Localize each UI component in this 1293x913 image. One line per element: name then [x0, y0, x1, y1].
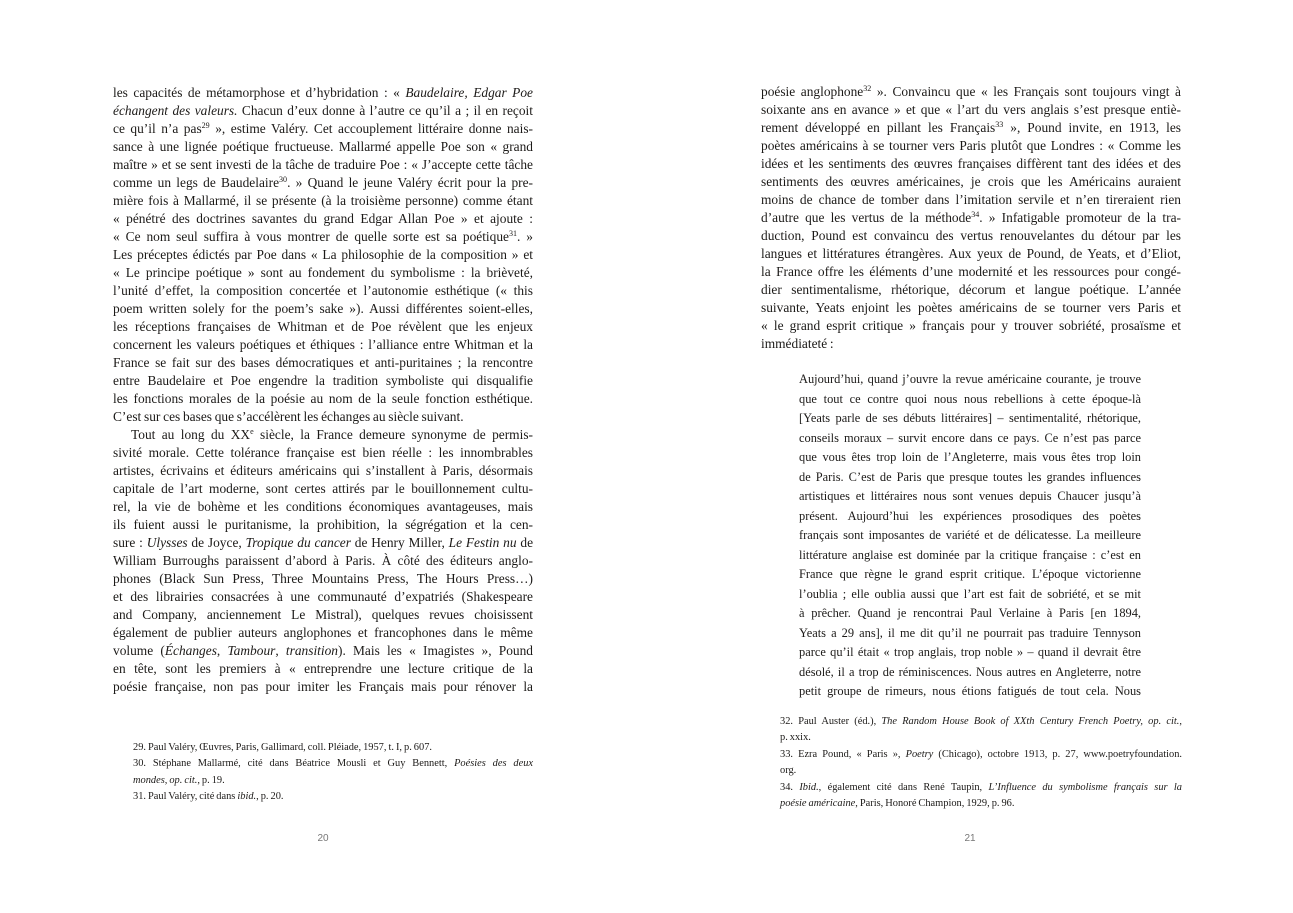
text-run: entre Baudelaire et Poe engendre la tradition symboliste qui disqualifie: [113, 373, 533, 388]
text-run: poésie anglophone: [761, 84, 864, 99]
italic-text: L’Influence du symbolisme français sur la: [988, 781, 1182, 793]
text-line: [780, 796, 1182, 812]
text-run: poètes américains à se tourner vers Paris plutôt que Londres : « Comme les: [761, 138, 1181, 153]
italic-text: Tropique du cancer: [245, 535, 351, 550]
text-run: présent. Aujourd’hui les expériences prosodiques des poètes: [799, 508, 1141, 523]
text-run: capitale de l’art moderne, sont certes attirés par le bouillonnement cultu-: [113, 481, 533, 496]
text-run: français sont imposantes de variété et de délicatesse. La meilleure: [799, 528, 1141, 542]
text-line: [780, 747, 1182, 763]
footnotes: [780, 714, 1182, 812]
text-line: [113, 228, 533, 246]
text-line: [113, 120, 533, 138]
text-run: duction, Pound est convaincu des vertus renouvelantes du détour par les: [761, 228, 1181, 243]
text-run: comme un legs de Baudelaire: [113, 175, 280, 190]
text-run: ,: [216, 643, 228, 658]
footnote: [133, 756, 533, 789]
text-line: [780, 714, 1182, 730]
footnote-ref: 33: [995, 120, 1004, 130]
text-run: de: [516, 535, 534, 550]
text-run: les fonctions morales de la poésie au nom de la seule fonction esthétique.: [113, 391, 533, 406]
text-line: [780, 780, 1182, 796]
text-run: l’oublia ; elle oublia aussi que l’art est fait de sobriété, et se mit: [799, 586, 1141, 601]
text-line: [761, 227, 1181, 245]
text-line: [761, 317, 1181, 335]
text-run: que tout ce contre quoi nous nous rebellions à cette époque-là: [799, 391, 1141, 406]
text-run: à prêcher. Quand je rencontrai Paul Verlaine à Paris [en 1894,: [799, 606, 1141, 620]
italic-text: mondes, op. cit.: [133, 774, 198, 786]
text-run: sance à une lignée poétique fructueuse. Mallarmé appelle Poe son « grand: [113, 139, 533, 154]
text-run: siècle, la France demeure synonyme de permis-: [253, 427, 533, 442]
text-run: . »: [517, 229, 533, 244]
text-run: soixante ans en avance » et que « l’art du vers anglais s’est presque entiè-: [761, 102, 1181, 117]
text-line: [780, 763, 1182, 779]
footnote-ref: 32: [863, 84, 872, 94]
text-line: [113, 408, 533, 426]
text-run: idées et les sentiments des œuvres françaises diffèrent tant des idées et des: [761, 156, 1181, 171]
text-line: [113, 84, 533, 102]
text-line: [761, 173, 1181, 191]
text-line: [799, 409, 1141, 429]
text-run: 32. Paul Auster (éd.),: [780, 716, 882, 727]
text-run: de Henry Miller,: [350, 535, 449, 550]
text-run: sentiments des œuvres américaines, je crois que les Américains auraient: [761, 174, 1181, 189]
text-run: , p. 20.: [256, 791, 284, 803]
text-run: Yeats a 29 ans], il me dit qu’il ne pourrait pas traduire Tennyson: [799, 625, 1141, 640]
text-run: rement développé en pillant les Français: [761, 120, 996, 135]
text-run: en tête, sont les premiers à « entreprendre une lecture critique de la: [113, 661, 533, 676]
text-line: [799, 448, 1141, 468]
text-line: [133, 773, 533, 789]
text-run: ,: [275, 643, 286, 658]
text-run: , Paris, Honoré Champion, 1929, p. 96.: [855, 797, 1015, 809]
text-line: [113, 246, 533, 264]
block-quote: [799, 370, 1141, 702]
paragraph: [761, 83, 1181, 353]
italic-text: Baudelaire, Edgar Poe: [405, 85, 533, 100]
text-line: [113, 516, 533, 534]
text-line: [113, 390, 533, 408]
text-line: [113, 282, 533, 300]
footnote-ref: 31: [508, 229, 518, 239]
text-run: et des librairies consacrées à une communauté d’expatriés (Shakespeare: [113, 589, 533, 604]
text-run: p. xxix.: [780, 732, 811, 744]
text-run: and Company, anciennement Le Mistral), quelques revues choisissent: [113, 607, 533, 622]
text-run: dier sentimentalisme, rhétorique, décorum et langue poétique. L’année: [761, 282, 1181, 297]
text-line: [113, 624, 533, 642]
text-run: », estime Valéry. Cet accouplement littéraire donne nais-: [209, 121, 533, 136]
text-run: d’autre que les vertus de la méthode: [761, 210, 972, 225]
text-run: rel, la vie de bohème et les conditions économiques avantageuses, mais: [113, 499, 533, 514]
body-text: [113, 84, 533, 696]
text-line: [113, 678, 533, 696]
text-run: la France offre les éléments d’une modernité et les ressources pour congé-: [761, 264, 1181, 279]
text-line: [761, 281, 1181, 299]
text-run: Les préceptes édictés par Poe dans « La philosophie de la composition » et: [113, 247, 533, 262]
footnote-ref: 29: [201, 121, 210, 131]
text-run: de Paris. C’est de Paris que presque toutes les grandes influences: [799, 469, 1141, 484]
left-page: [0, 0, 646, 913]
text-run: 33. Ezra Pound, « Paris »,: [780, 748, 906, 760]
text-line: [113, 552, 533, 570]
text-line: [799, 429, 1141, 449]
text-run: parce qu’il était « trop anglais, trop noble » – quand il devrait être: [799, 645, 1141, 659]
text-line: [761, 263, 1181, 281]
text-line: [799, 624, 1141, 644]
text-line: [113, 336, 533, 354]
italic-text: échangent des valeurs.: [113, 103, 238, 118]
text-run: « Ce nom seul suffira à vous montrer de quelle sorte est sa poétique: [113, 229, 509, 244]
text-run: « le grand esprit critique » français pour y trouver sobriété, prosaïsme et: [761, 318, 1181, 333]
text-line: [799, 390, 1141, 410]
text-run: 31. Paul Valéry, cité dans: [133, 791, 238, 803]
text-run: petit groupe de rimeurs, nous étions fatigués de tout cela. Nous: [799, 684, 1141, 698]
text-run: (Chicago), octobre 1913, p. 27, www.poetryfoundation.: [933, 748, 1182, 760]
text-line: [761, 209, 1181, 227]
quote-paragraph: [799, 370, 1141, 702]
text-run: les capacités de métamorphose et d’hybridation : «: [113, 85, 406, 100]
text-line: [761, 191, 1181, 209]
text-line: [113, 174, 533, 192]
text-line: [761, 335, 1181, 353]
text-run: suivante, Yeats enjoint les poètes américains de se tourner vers Paris et: [761, 300, 1181, 315]
text-run: maître » et se sent investi de la tâche de traduire Poe : « J’accepte cette tâche: [113, 157, 533, 172]
text-line: [799, 585, 1141, 605]
text-line: [761, 299, 1181, 317]
italic-text: Le Festin nu: [448, 535, 517, 550]
text-line: [799, 468, 1141, 488]
text-run: poem written solely for the poem’s sake »). Aussi différentes soient-elles,: [113, 301, 533, 316]
text-run: également de publier auteurs anglophones et francophones dans le même: [113, 625, 533, 640]
text-run: phones (Black Sun Press, Three Mountains Press, The Hours Press…): [113, 571, 533, 586]
text-line: [133, 740, 533, 756]
paragraph: [113, 84, 533, 426]
text-run: les réceptions françaises de Whitman et de Poe révèlent que les enjeux: [113, 319, 533, 334]
text-run: ). Mais les « Imagistes », Pound: [338, 643, 533, 658]
text-run: ». Convaincu que « les Français sont toujours vingt à: [871, 84, 1181, 99]
text-line: [761, 137, 1181, 155]
footnote-ref: e: [250, 427, 254, 437]
text-line: [133, 756, 533, 772]
text-run: que vous êtes trop loin de l’Angleterre, mais vous êtes trop loin: [799, 450, 1141, 464]
text-run: Tout au long du XX: [131, 427, 251, 442]
text-run: , également cité dans René Taupin,: [818, 781, 989, 793]
footnote-ref: 34: [971, 210, 980, 220]
text-line: [780, 730, 1182, 746]
text-line: [113, 300, 533, 318]
text-run: 30. Stéphane Mallarmé, cité dans Béatrice Mousli et Guy Bennett,: [133, 758, 455, 770]
footnote: [133, 789, 533, 805]
text-line: [113, 570, 533, 588]
text-run: mière fois à Mallarmé, il se présente (à la troisième personne) comme étant: [113, 193, 533, 208]
italic-text: The Random House Book of XXth Century French Poetry, op. cit.: [881, 716, 1180, 727]
text-line: [113, 444, 533, 462]
text-run: sivité morale. Cette tolérance française est bien réelle : les innombrables: [113, 445, 533, 460]
text-run: , p. 19.: [197, 774, 225, 786]
text-run: ,: [1179, 716, 1182, 727]
text-run: ce qu’il n’a pas: [113, 121, 202, 136]
text-line: [761, 155, 1181, 173]
text-run: 34.: [780, 781, 800, 793]
page-number: 21: [964, 833, 976, 844]
text-line: [113, 498, 533, 516]
text-run: artistes, écrivains et éditeurs américains qui s’installent à Paris, désormais: [113, 463, 533, 478]
text-run: Aujourd’hui, quand j’ouvre la revue américaine courante, je trouve: [799, 372, 1141, 386]
text-run: littérature anglaise est dominée par la critique française : c’est en: [799, 547, 1141, 562]
footnote-ref: 30: [279, 175, 288, 185]
text-line: [799, 663, 1141, 683]
text-line: [113, 588, 533, 606]
text-run: France se fait sur des bases démocratiques et anti-puritaines ; la rencontre: [113, 355, 533, 370]
body-text: [761, 83, 1181, 353]
paragraph: [113, 426, 533, 696]
footnote: [133, 740, 533, 756]
text-line: [113, 192, 533, 210]
italic-text: transition: [285, 643, 339, 658]
text-line: [113, 480, 533, 498]
text-line: [113, 210, 533, 228]
text-line: [761, 83, 1181, 101]
text-line: [113, 462, 533, 480]
text-line: [799, 546, 1141, 566]
text-run: [Yeats parle de ses débuts littéraires] – sentimentalité, rhétorique,: [799, 411, 1141, 425]
text-line: [113, 426, 533, 444]
text-run: poésie française, non pas pour imiter les Français mais pour rénover la: [113, 679, 533, 694]
text-line: [113, 354, 533, 372]
footnote: [780, 747, 1182, 780]
text-run: désolé, il a trop de réminiscences. Nous autres en Angleterre, notre: [799, 664, 1141, 679]
italic-text: ibid.: [237, 791, 257, 803]
italic-text: Échanges: [164, 643, 217, 658]
text-run: . » Infatigable promoteur de la tra-: [979, 210, 1181, 225]
text-run: 29. Paul Valéry, Œuvres, Paris, Gallimard, coll. Pléiade, 1957, t. I, p. 607.: [133, 742, 432, 753]
text-run: « Le principe poétique » sont au fondement du symbolisme : la brièveté,: [113, 265, 533, 280]
text-line: [113, 606, 533, 624]
page-number: 20: [317, 833, 329, 844]
text-run: C’est sur ces bases que s’accélèrent les échanges au siècle suivant.: [113, 409, 464, 424]
text-line: [799, 487, 1141, 507]
footnote: [780, 714, 1182, 747]
text-run: France que règne le grand esprit critique. L’époque victorienne: [799, 567, 1141, 581]
footnote: [780, 780, 1182, 813]
italic-text: Ulysses: [146, 535, 188, 550]
text-line: [113, 102, 533, 120]
text-line: [799, 507, 1141, 527]
text-run: . » Quand le jeune Valéry écrit pour la pre-: [287, 175, 534, 190]
text-line: [113, 138, 533, 156]
text-line: [799, 565, 1141, 585]
text-run: concernent les valeurs poétiques et éthiques : l’alliance entre Whitman et la: [113, 337, 533, 352]
text-line: [799, 643, 1141, 663]
italic-text: Tambour: [227, 643, 276, 658]
text-line: [761, 245, 1181, 263]
text-run: langues et littératures étrangères. Aux yeux de Pound, de Yeats, et d’Eliot,: [761, 246, 1181, 261]
text-run: sure :: [113, 535, 147, 550]
italic-text: Poetry: [905, 748, 934, 760]
text-line: [799, 682, 1141, 702]
text-line: [761, 119, 1181, 137]
text-run: artistiques et littéraires nous sont venues depuis Chaucer jusqu’à: [799, 489, 1141, 503]
text-run: moins de chance de tomber dans l’imitation servile et n’en tireraient rien: [761, 192, 1181, 207]
text-run: immédiateté :: [761, 336, 834, 351]
italic-text: Poésies des deux: [454, 758, 534, 770]
text-line: [113, 264, 533, 282]
text-line: [113, 642, 533, 660]
text-line: [113, 318, 533, 336]
right-page: [647, 0, 1293, 913]
text-run: volume (: [113, 643, 165, 658]
text-run: de Joyce,: [187, 535, 246, 550]
text-run: conseils moraux – survit encore dans ce pays. Ce n’est pas parce: [799, 430, 1141, 445]
text-run: », Pound invite, en 1913, les: [1003, 120, 1181, 135]
text-run: « pénétré des doctrines savantes du grand Edgar Allan Poe » et ajoute :: [113, 211, 533, 226]
text-line: [133, 789, 533, 805]
text-line: [799, 526, 1141, 546]
text-run: William Burroughs paraissent d’abord à Paris. À côté des éditeurs anglo-: [113, 553, 533, 568]
footnotes: [133, 740, 533, 806]
text-run: ils fuient aussi le puritanisme, la prohibition, la ségrégation et la cen-: [113, 517, 533, 532]
text-line: [113, 660, 533, 678]
text-line: [113, 156, 533, 174]
text-line: [113, 372, 533, 390]
text-line: [799, 604, 1141, 624]
text-run: l’unité d’effet, la composition concertée et l’autonomie esthétique (« this: [113, 283, 533, 298]
text-line: [799, 370, 1141, 390]
text-line: [113, 534, 533, 552]
text-line: [761, 101, 1181, 119]
text-run: org.: [780, 765, 797, 777]
italic-text: poésie américaine: [780, 797, 856, 809]
italic-text: Ibid.: [799, 781, 819, 793]
text-run: Chacun d’eux donne à l’autre ce qu’il a ; il en reçoit: [237, 103, 533, 118]
